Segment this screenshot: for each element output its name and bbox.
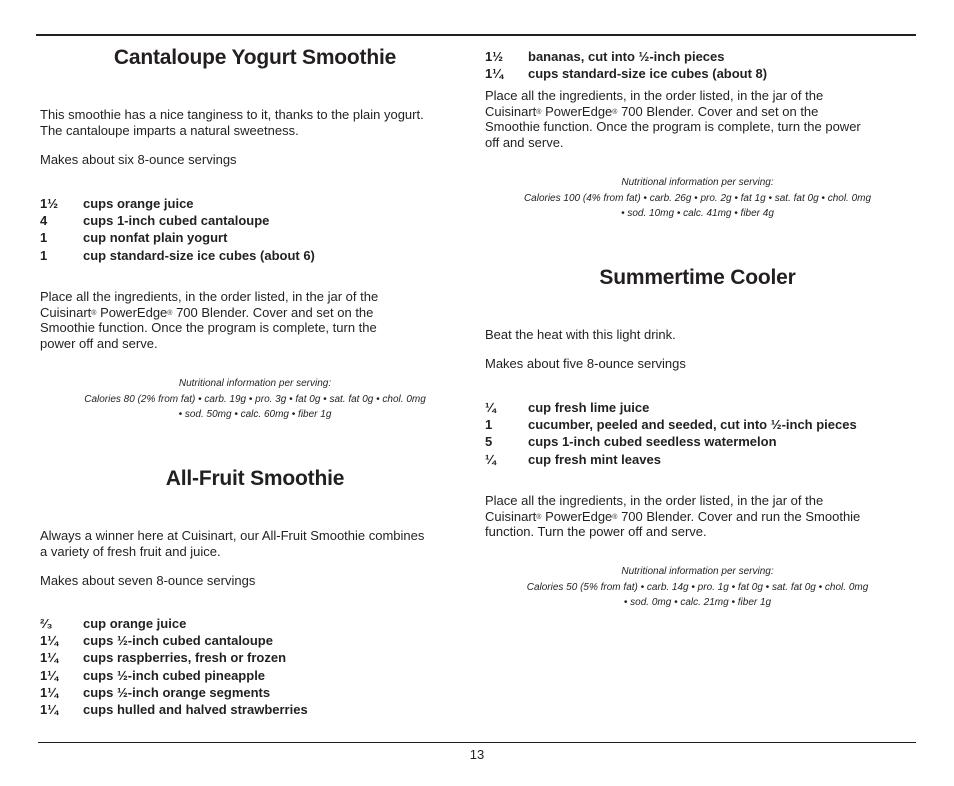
ingredient-qty: 1¼: [40, 667, 59, 683]
ingredient-item: bananas, cut into ½-inch pieces: [528, 49, 725, 64]
ingredient-row: [40, 195, 470, 212]
summertime-intro: Beat the heat with this light drink.: [485, 327, 676, 342]
directions-line: off and serve.: [485, 134, 564, 150]
ingredient-qty: 1: [40, 230, 48, 246]
allfruit-intro-line: a variety of fresh fruit and juice.: [40, 543, 221, 559]
ingredient-qty: 1¼: [40, 650, 59, 666]
directions-line: Cuisinart® PowerEdge® 700 Blender. Cover and set on the: [485, 103, 819, 119]
nutrition-line: Calories 50 (5% from fat) • carb. 14g • pro. 1g • fat 0g • sat. fat 0g • chol. 0mg: [526, 581, 869, 593]
cantaloupe-nutrition: [40, 376, 470, 423]
ingredient-qty: 1: [40, 247, 48, 263]
allfruit-servings: Makes about seven 8-ounce servings: [40, 573, 256, 588]
directions-line: Smoothie function. Once the program is complete, turn the: [40, 320, 377, 335]
ingredient-row: [40, 667, 470, 684]
ingredient-qty: 1: [485, 417, 493, 433]
allfruit-intro-line: Always a winner here at Cuisinart, our All-Fruit Smoothie combines: [40, 528, 425, 543]
directions-line: power off and serve.: [40, 335, 158, 351]
nutrition-title: Nutritional information per serving:: [621, 177, 774, 188]
ingredient-row: [40, 212, 470, 229]
ingredient-row: [40, 701, 470, 718]
registered-mark: ®: [612, 108, 618, 116]
bottom-rule: [38, 742, 916, 743]
ingredient-item: cucumber, peeled and seeded, cut into ½-inch pieces: [528, 417, 857, 433]
allfruit-ingredient-list-continued: [485, 48, 910, 82]
ingredient-item: cup fresh lime juice: [528, 400, 650, 415]
ingredient-row: [485, 48, 910, 65]
ingredient-item: cup fresh mint leaves: [528, 451, 661, 467]
top-rule: [36, 34, 916, 36]
allfruit-directions: [485, 88, 910, 150]
directions-line: Place all the ingredients, in the order listed, in the jar of the: [485, 493, 824, 508]
ingredient-row: [40, 615, 470, 632]
registered-mark: ®: [167, 309, 173, 317]
ingredient-qty: 4: [40, 213, 48, 229]
page-number: 13: [469, 747, 485, 762]
registered-mark: ®: [536, 108, 542, 116]
ingredient-item: cups hulled and halved strawberries: [83, 701, 308, 717]
registered-mark: ®: [536, 513, 542, 521]
registered-mark: ®: [612, 513, 618, 521]
directions-line: Smoothie function. Once the program is complete, turn the power: [485, 119, 861, 134]
ingredient-row: [485, 65, 910, 82]
summertime-title: Summertime Cooler: [599, 266, 796, 289]
ingredient-row: [40, 684, 470, 701]
ingredient-item: cups ½-inch cubed pineapple: [83, 667, 266, 683]
ingredient-item: cups 1-inch cubed seedless watermelon: [528, 434, 777, 450]
ingredient-row: [485, 416, 910, 433]
ingredient-row: [485, 399, 910, 416]
registered-mark: ®: [91, 309, 97, 317]
cantaloupe-intro-line: This smoothie has a nice tanginess to it, thanks to the plain yogurt.: [40, 107, 424, 122]
ingredient-row: [40, 632, 470, 649]
ingredient-row: [40, 649, 470, 666]
directions-line: Cuisinart® PowerEdge® 700 Blender. Cover and run the Smoothie: [485, 508, 861, 524]
ingredient-row: [485, 433, 910, 450]
ingredient-qty: ¼: [485, 451, 496, 467]
ingredient-qty: 1¼: [40, 633, 59, 649]
summertime-directions: [485, 493, 910, 540]
ingredient-item: cups orange juice: [83, 196, 194, 211]
ingredient-qty: 1¼: [485, 66, 504, 82]
nutrition-line: • sod. 10mg • calc. 41mg • fiber 4g: [621, 208, 774, 219]
ingredient-row: [40, 247, 470, 264]
ingredient-item: cups ½-inch cubed cantaloupe: [83, 633, 273, 649]
ingredient-item: cups 1-inch cubed cantaloupe: [83, 213, 270, 229]
nutrition-line: • sod. 50mg • calc. 60mg • fiber 1g: [178, 409, 332, 420]
ingredient-row: [40, 229, 470, 246]
ingredient-item: cup nonfat plain yogurt: [83, 230, 228, 246]
ingredient-item: cups raspberries, fresh or frozen: [83, 650, 287, 666]
nutrition-line: Calories 100 (4% from fat) • carb. 26g • pro. 2g • fat 1g • sat. fat 0g • chol. 0mg: [523, 192, 872, 204]
nutrition-line: Calories 80 (2% from fat) • carb. 19g • pro. 3g • fat 0g • sat. fat 0g • chol. 0mg: [84, 393, 426, 405]
cantaloupe-servings: Makes about six 8-ounce servings: [40, 152, 237, 167]
ingredient-qty: 1¼: [40, 684, 59, 700]
cantaloupe-title: Cantaloupe Yogurt Smoothie: [113, 46, 397, 69]
directions-line: Place all the ingredients, in the order listed, in the jar of the: [485, 88, 824, 103]
ingredient-item: cup orange juice: [83, 616, 187, 631]
nutrition-title: Nutritional information per serving:: [178, 378, 332, 389]
ingredient-qty: ²⁄₃: [40, 616, 53, 631]
summertime-servings: Makes about five 8-ounce servings: [485, 356, 686, 371]
directions-line: Cuisinart® PowerEdge® 700 Blender. Cover and set on the: [40, 304, 374, 320]
ingredient-row: [485, 451, 910, 468]
allfruit-ingredient-list: [40, 615, 470, 718]
nutrition-line: • sod. 0mg • calc. 21mg • fiber 1g: [623, 597, 772, 608]
nutrition-title: Nutritional information per serving:: [621, 566, 774, 577]
ingredient-qty: 5: [485, 434, 493, 450]
allfruit-nutrition: [485, 175, 910, 222]
summertime-ingredient-list: [485, 399, 910, 468]
cantaloupe-intro: [40, 107, 470, 138]
ingredient-qty: 1½: [40, 196, 59, 211]
ingredient-qty: 1½: [485, 49, 504, 64]
cantaloupe-ingredient-list: [40, 195, 470, 264]
cantaloupe-intro-line: The cantaloupe imparts a natural sweetness.: [40, 122, 299, 138]
directions-line: function. Turn the power off and serve.: [485, 524, 707, 539]
summertime-nutrition: [485, 564, 910, 611]
ingredient-item: cup standard-size ice cubes (about 6): [83, 247, 315, 263]
allfruit-intro: [40, 528, 470, 559]
ingredient-item: cups ½-inch orange segments: [83, 684, 271, 700]
ingredient-qty: 1¼: [40, 701, 59, 717]
ingredient-item: cups standard-size ice cubes (about 8): [528, 66, 768, 82]
allfruit-title: All-Fruit Smoothie: [165, 467, 345, 490]
cantaloupe-directions: [40, 289, 470, 351]
ingredient-qty: ¼: [485, 400, 496, 415]
directions-line: Place all the ingredients, in the order listed, in the jar of the: [40, 289, 379, 304]
